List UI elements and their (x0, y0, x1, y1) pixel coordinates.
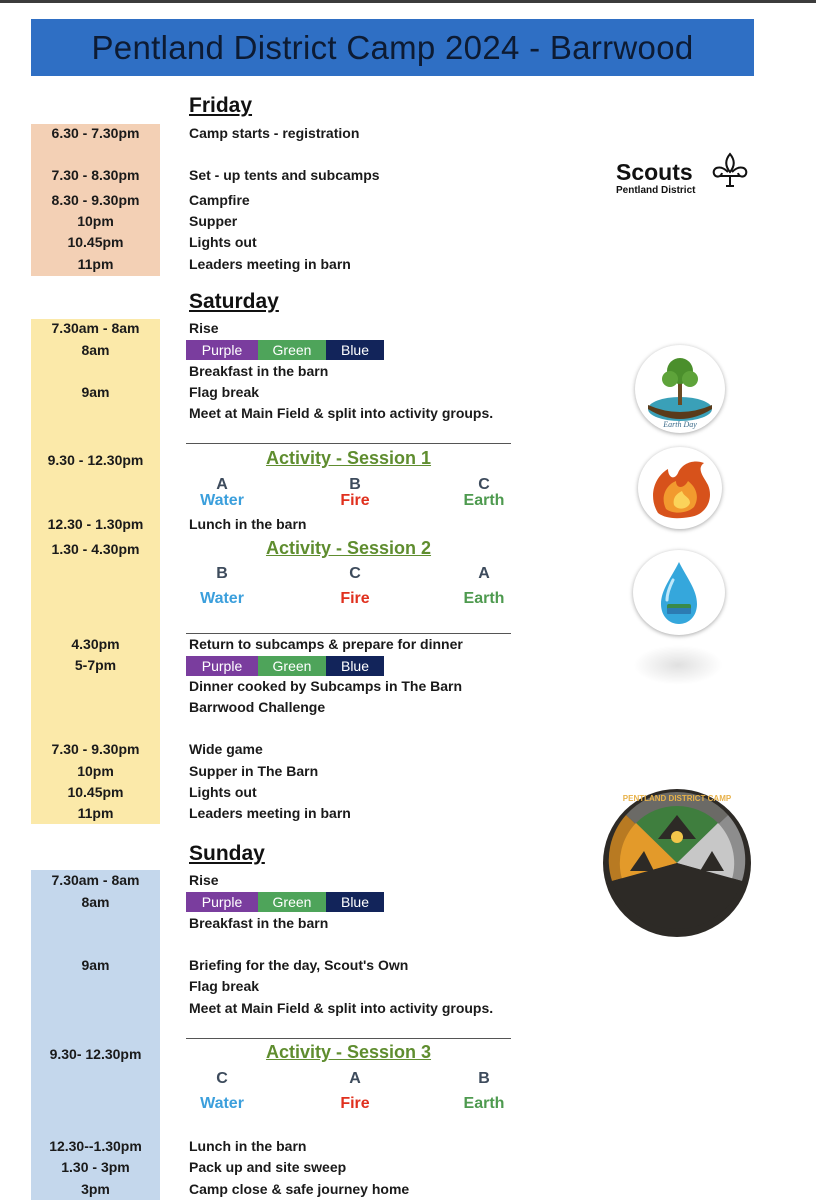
divider (186, 1038, 511, 1039)
scouts-logo (614, 150, 754, 200)
time-cell: 7.30 - 9.30pm (51, 741, 140, 757)
fire-badge (638, 447, 722, 529)
time-cell: 9.30 - 12.30pm (47, 452, 144, 468)
activity-cell: Lights out (189, 234, 257, 250)
activity-cell: Return to subcamps & prepare for dinner (189, 636, 463, 652)
time-cell: 1.30 - 4.30pm (51, 541, 140, 557)
activity-cell: Breakfast in the barn (189, 915, 329, 931)
time-cell: 9.30- 12.30pm (49, 1046, 142, 1062)
team-green: Green (258, 892, 326, 912)
session-3-group-earth: B (478, 1070, 490, 1087)
session-1-group-fire: B (349, 476, 361, 493)
activity-cell: Lunch in the barn (189, 516, 307, 532)
team-purple: Purple (186, 340, 258, 360)
earth-day-badge (635, 345, 725, 433)
activity-cell: Camp starts - registration (189, 125, 360, 141)
time-cell: 9am (81, 957, 110, 973)
time-cell: 12.30 - 1.30pm (47, 516, 144, 532)
time-cell: 1.30 - 3pm (61, 1159, 130, 1175)
sunday-heading: Sunday (189, 842, 265, 865)
session-3-group-fire: A (349, 1070, 361, 1087)
divider (186, 443, 511, 444)
session-1-earth: Earth (463, 492, 505, 508)
friday-heading: Friday (189, 94, 253, 117)
top-border (0, 0, 816, 3)
activity-cell: Meet at Main Field & split into activity groups. (189, 405, 494, 421)
fleur-de-lis-icon (708, 152, 752, 192)
time-cell: 9am (81, 384, 110, 400)
activity-cell: Rise (189, 320, 219, 336)
activity-cell: Rise (189, 872, 219, 888)
time-cell: 10.45pm (67, 784, 124, 800)
session-1-group-water: A (216, 476, 228, 493)
time-cell: 8am (81, 342, 110, 358)
activity-cell: Wide game (189, 741, 263, 757)
time-cell: 6.30 - 7.30pm (51, 125, 140, 141)
time-cell: 10.45pm (67, 234, 124, 250)
session-1-water: Water (200, 492, 244, 508)
time-cell: 3pm (81, 1181, 110, 1197)
activity-cell: Supper (189, 213, 238, 229)
activity-cell: Lights out (189, 784, 257, 800)
time-cell: 12.30--1.30pm (49, 1138, 142, 1154)
time-cell: 8.30 - 9.30pm (51, 192, 140, 208)
activity-cell: Leaders meeting in barn (189, 805, 351, 821)
session-3-title: Activity - Session 3 (265, 1042, 432, 1062)
session-3-fire: Fire (340, 1095, 370, 1112)
team-colour-bar (186, 340, 384, 360)
activity-cell: Meet at Main Field & split into activity groups. (189, 1000, 494, 1016)
team-green: Green (258, 656, 326, 676)
team-blue: Blue (326, 340, 384, 360)
team-purple: Purple (186, 656, 258, 676)
team-blue: Blue (326, 656, 384, 676)
time-cell: 11pm (77, 256, 114, 272)
session-1-fire: Fire (340, 492, 370, 508)
session-2-group-fire: C (349, 565, 361, 582)
time-cell: 8am (81, 894, 110, 910)
time-cell: 7.30am - 8am (51, 320, 140, 336)
time-cell: 7.30am - 8am (51, 872, 140, 888)
activity-cell: Flag break (189, 978, 260, 994)
activity-cell: Breakfast in the barn (189, 363, 329, 379)
team-colour-bar (186, 656, 384, 676)
session-2-fire: Fire (340, 590, 370, 607)
badge-shadow (633, 645, 723, 685)
district-name: Pentland District (616, 185, 696, 196)
title-banner (31, 19, 754, 76)
activity-cell: Leaders meeting in barn (189, 256, 351, 272)
session-2-group-water: B (216, 565, 228, 582)
team-colour-bar (186, 892, 384, 912)
time-cell: 11pm (77, 805, 114, 821)
time-cell: 10pm (77, 763, 114, 779)
time-cell: 7.30 - 8.30pm (51, 167, 140, 183)
session-1-title: Activity - Session 1 (265, 448, 432, 468)
activity-cell: Supper in The Barn (189, 763, 319, 779)
session-1-group-earth: C (478, 476, 490, 493)
session-3-water: Water (200, 1095, 244, 1112)
activity-cell: Flag break (189, 384, 260, 400)
activity-cell: Lunch in the barn (189, 1138, 307, 1154)
activity-cell: Dinner cooked by Subcamps in The Barn (189, 678, 463, 694)
activity-cell: Camp close & safe journey home (189, 1181, 410, 1197)
team-purple: Purple (186, 892, 258, 912)
activity-cell: Set - up tents and subcamps (189, 167, 380, 183)
session-2-group-earth: A (478, 565, 490, 582)
team-green: Green (258, 340, 326, 360)
activity-cell: Pack up and site sweep (189, 1159, 347, 1175)
patch-text: PENTLAND DISTRICT CAMP (622, 794, 732, 803)
session-2-water: Water (200, 590, 244, 607)
scouts-wordmark: Scouts (616, 159, 693, 185)
time-cell: 5-7pm (74, 657, 117, 673)
activity-cell: Campfire (189, 192, 250, 208)
activity-cell: Barrwood Challenge (189, 699, 326, 715)
activity-cell: Briefing for the day, Scout's Own (189, 957, 409, 973)
session-3-group-water: C (216, 1070, 228, 1087)
district-camp-patch (590, 785, 765, 945)
team-blue: Blue (326, 892, 384, 912)
page-title: Pentland District Camp 2024 - Barrwood (91, 28, 694, 66)
divider (186, 633, 511, 634)
saturday-heading: Saturday (189, 290, 279, 313)
session-3-earth: Earth (463, 1095, 505, 1112)
time-cell: 4.30pm (71, 636, 120, 652)
earth-day-text: Earth Day (663, 420, 697, 429)
session-2-earth: Earth (463, 590, 505, 607)
water-badge (633, 550, 725, 635)
session-2-title: Activity - Session 2 (265, 538, 432, 558)
time-cell: 10pm (77, 213, 114, 229)
